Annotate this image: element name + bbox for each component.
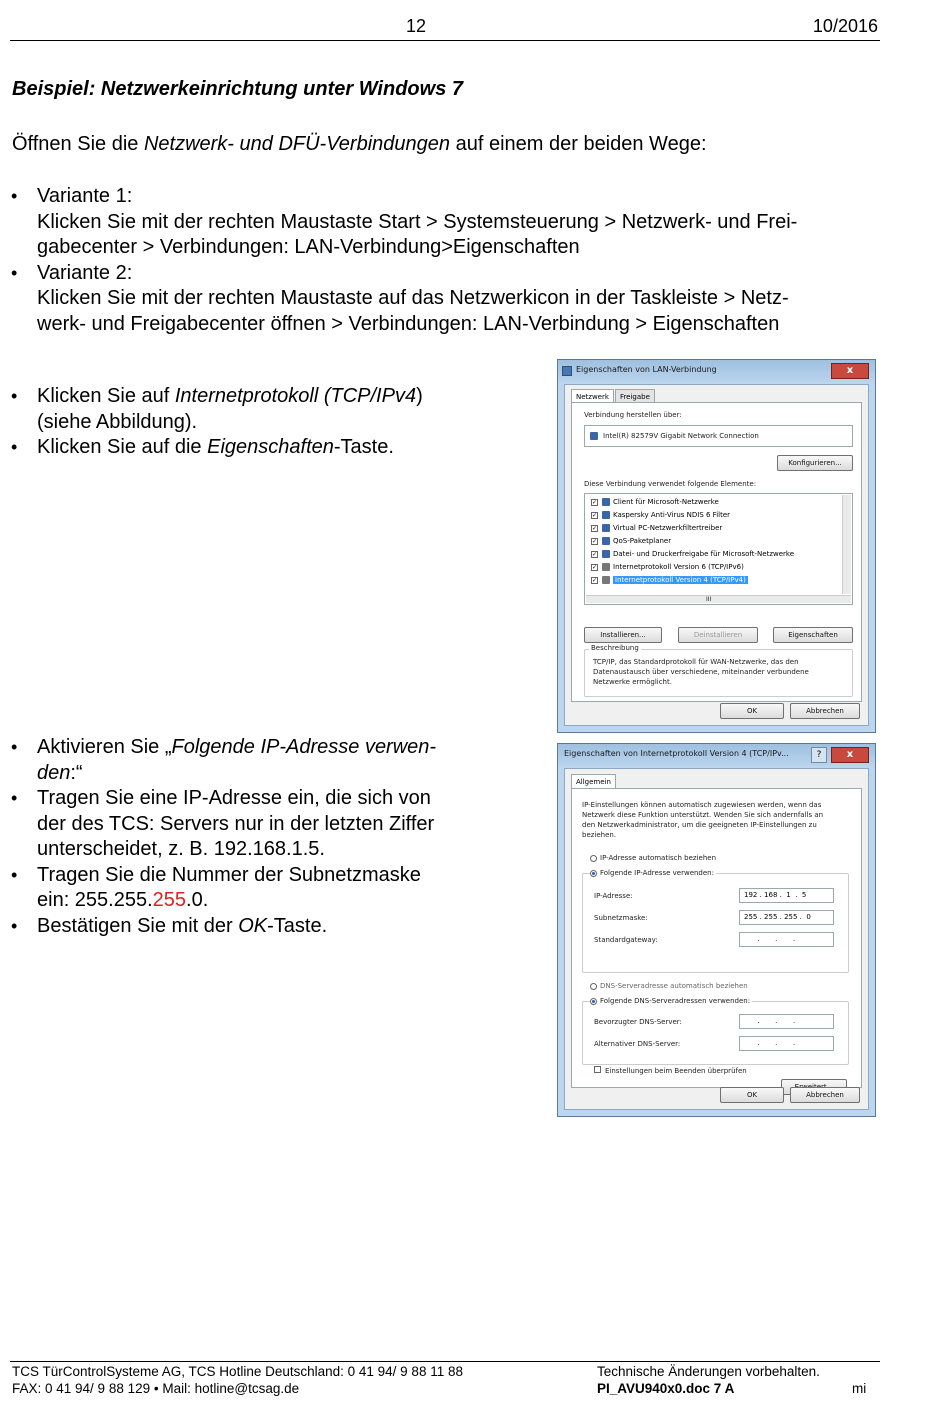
lan-properties-dialog [557,359,876,733]
step-list-1 [0,384,520,461]
scroll-thumb: III [706,596,712,603]
radio-button-selected[interactable] [590,998,597,1005]
horizontal-scrollbar[interactable] [586,595,851,603]
dialog-title: Eigenschaften von Internetprotokoll Version 4 (TCP/IPv... [564,749,789,758]
client-icon [602,498,610,506]
qos-icon [602,537,610,545]
list-item: • Tragen Sie eine IP-Adresse ein, die sich von der des TCS: Servers nur in der letzten Ziffer unterscheidet, z. B. 192.168.1.5. [0,786,520,863]
list-item: • Bestätigen Sie mit der OK-Taste. [0,914,520,940]
radio-button[interactable] [590,983,597,990]
section-title: Beispiel: Netzwerkeinrichtung unter Windows 7 [12,78,463,100]
step-list-2 [0,735,520,939]
connect-label: Verbindung herstellen über: [584,411,682,419]
info-text: IP-Einstellungen können automatisch zugewiesen werden, wenn das [582,801,822,809]
uninstall-button[interactable]: Deinstallieren [678,627,758,643]
network-icon [562,366,572,376]
list-item[interactable]: ✓ QoS-Paketplaner [592,537,672,545]
list-item[interactable]: ✓ Internetprotokoll Version 6 (TCP/IPv6) [592,563,744,571]
list-item-selected[interactable]: ✓ Internetprotokoll Version 4 (TCP/IPv4) [592,576,746,584]
close-button[interactable]: x [831,363,869,379]
gateway-label: Standardgateway: [594,936,658,944]
list-item: • Variante 2: Klicken Sie mit der rechten Maustaste auf das Netzwerkicon in der Taskleiste > Netz- werk- und Freigabecenter öffnen > Verbindungen: LAN-Verbindung > Eigenschaften [0,261,900,338]
checkbox[interactable]: ✓ [592,511,598,519]
document-date: 10/2016 [812,16,878,36]
checkbox[interactable]: ✓ [592,498,598,506]
list-item[interactable]: ✓ Virtual PC-Netzwerkfiltertreiber [592,524,723,532]
description-text: Datenaustausch über verschiedene, miteinander verbundene [593,668,809,676]
preferred-dns-field[interactable]: . . . [739,1014,834,1029]
filter-icon [602,524,610,532]
elements-list [584,493,853,605]
list-item: • Tragen Sie die Nummer der Subnetzmaske ein: 255.255.255.0. [0,863,520,914]
dns2-label: Alternativer DNS-Server: [594,1040,681,1048]
help-button[interactable]: ? [811,747,827,763]
footer-company: TCS TürControlSysteme AG, TCS Hotline Deutschland: 0 41 94/ 9 88 11 88 [12,1364,463,1379]
dialog-titlebar [558,360,875,382]
dialog-body [564,768,869,1110]
auto-dns-option[interactable]: DNS-Serveradresse automatisch beziehen [590,982,748,990]
ok-button[interactable]: OK [720,703,784,719]
list-item: • Klicken Sie auf die Eigenschaften-Taste. [0,435,520,461]
install-button[interactable]: Installieren... [584,627,662,643]
auto-ip-option[interactable]: IP-Adresse automatisch beziehen [590,854,716,862]
list-item[interactable]: ✓ Kaspersky Anti-Virus NDIS 6 Filter [592,511,731,519]
tab-sharing[interactable]: Freigabe [615,389,655,404]
use-ip-option[interactable]: Folgende IP-Adresse verwenden: [590,869,716,877]
properties-button[interactable]: Eigenschaften [773,627,853,643]
description-label: Beschreibung [591,644,639,652]
use-dns-option[interactable]: Folgende DNS-Serveradressen verwenden: [590,997,752,1005]
adapter-name: Intel(R) 82579V Gigabit Network Connection [603,432,759,440]
protocol-icon [602,576,610,584]
intro-paragraph: Öffnen Sie die Netzwerk- und DFÜ-Verbindungen auf einem der beiden Wege: [12,133,707,155]
tab-panel [571,788,862,1088]
header-divider [10,40,880,41]
protocol-icon [602,563,610,571]
elements-label: Diese Verbindung verwendet folgende Elemente: [584,480,757,488]
info-text: Netzwerk diese Funktion unterstützt. Wenden Sie sich andernfalls an [582,811,824,819]
radio-button-selected[interactable] [590,870,597,877]
footer-divider [10,1361,880,1362]
adapter-box [584,425,853,447]
description-group [584,644,853,697]
list-item[interactable]: ✓ Datei- und Druckerfreigabe für Microsoft-Netzwerke [592,550,795,558]
checkbox[interactable]: ✓ [592,524,598,532]
list-item[interactable]: ✓ Client für Microsoft-Netzwerke [592,498,719,506]
vertical-scrollbar[interactable] [842,495,851,594]
alternate-dns-field[interactable]: . . . [739,1036,834,1051]
list-item: • Klicken Sie auf Internetprotokoll (TCP/IPv4) (siehe Abbildung). [0,384,520,435]
dialog-body [564,384,869,726]
tab-bar [571,774,617,789]
list-item: • Aktivieren Sie „Folgende IP-Adresse verwen- den:“ [0,735,520,786]
ip-label: IP-Adresse: [594,892,633,900]
tab-network[interactable]: Netzwerk [571,389,614,404]
ip-address-field[interactable]: 192 . 168 . 1 . 5 [739,888,834,903]
checkbox[interactable] [594,1066,601,1073]
description-text: TCP/IP, das Standardprotokoll für WAN-Netzwerke, das den [593,658,799,666]
list-item: • Variante 1: Klicken Sie mit der rechten Maustaste Start > Systemsteuerung > Netzwerk- und Frei- gabecenter > Verbindungen: LAN-Verbindung>Eigenschaften [0,184,900,261]
tab-panel [571,402,862,702]
description-text: Netzwerke ermöglicht. [593,678,672,686]
dialog-title: Eigenschaften von LAN-Verbindung [576,365,717,374]
share-icon [602,550,610,558]
ipv4-properties-dialog [557,743,876,1117]
variant-list [0,184,900,337]
close-button[interactable]: x [831,747,869,763]
gateway-field[interactable]: . . . [739,932,834,947]
footer-docname: PI_AVU940x0.doc 7 A [597,1381,735,1396]
ok-button[interactable]: OK [720,1087,784,1103]
dns1-label: Bevorzugter DNS-Server: [594,1018,682,1026]
dialog-titlebar [558,744,875,766]
dns-group [582,1001,849,1065]
subnet-label: Subnetzmaske: [594,914,648,922]
checkbox[interactable]: ✓ [592,576,598,584]
footer-disclaimer: Technische Änderungen vorbehalten. [597,1364,820,1379]
checkbox[interactable]: ✓ [592,550,598,558]
footer-initials: mi [852,1381,867,1396]
checkbox[interactable]: ✓ [592,563,598,571]
radio-button[interactable] [590,855,597,862]
configure-button[interactable]: Konfigurieren... [777,455,853,471]
info-text: beziehen. [582,831,617,839]
cancel-button[interactable]: Abbrechen [790,1087,860,1103]
tab-general[interactable]: Allgemein [571,774,616,789]
footer-contact: FAX: 0 41 94/ 9 88 129 • Mail: hotline@tcsag.de [12,1381,300,1396]
checkbox[interactable]: ✓ [592,537,598,545]
cancel-button[interactable]: Abbrechen [790,703,860,719]
filter-icon [602,511,610,519]
info-text: den Netzwerkadministrator, um die geeigneten IP-Einstellungen zu [582,821,817,829]
validate-option[interactable]: Einstellungen beim Beenden überprüfen [594,1066,747,1075]
subnet-mask-field[interactable]: 255 . 255 . 255 . 0 [739,910,834,925]
page-number: 12 [406,16,427,36]
adapter-icon [590,432,598,440]
